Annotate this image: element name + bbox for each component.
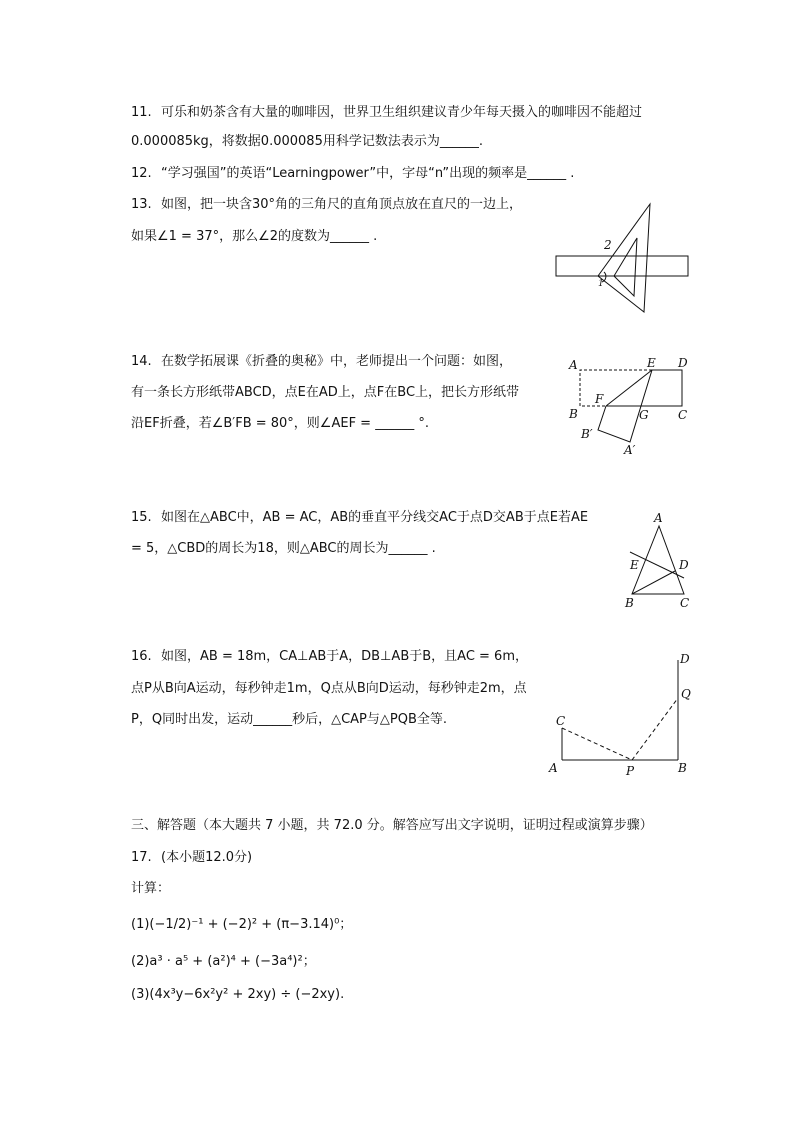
q12-line — [131, 165, 574, 183]
q16-figure — [544, 648, 696, 780]
q14-label-G: G — [639, 408, 649, 422]
q16-line2 — [131, 680, 527, 698]
q15-text-2: = 5，△CBD的周长为18，则△ABC的周长为______ . — [131, 541, 436, 556]
q15-label-E: E — [630, 558, 639, 572]
section3-heading-text: 三、解答题（本大题共 7 小题，共 72.0 分。解答应写出文字说明，证明过程或演算步骤） — [131, 818, 653, 833]
q15-label-C: C — [680, 596, 690, 610]
q16-label-B: B — [678, 761, 687, 775]
q17-item-3 — [131, 986, 344, 1004]
q13-text-2: 如果∠1 = 37°，那么∠2的度数为______ . — [131, 229, 378, 244]
q16-text-2: 点P从B向A运动，每秒钟走1m，Q点从B向D运动，每秒钟走2m，点 — [131, 681, 527, 696]
q17-item-1 — [131, 916, 352, 934]
q13-figure — [552, 198, 692, 318]
q17-item-2-text: (2)a³ · a⁵ + (a²)⁴ + (−3a⁴)²； — [131, 954, 316, 969]
q16-label-Q: Q — [681, 687, 691, 701]
q11-text-1: 可乐和奶茶含有大量的咖啡因，世界卫生组织建议青少年每天摄入的咖啡因不能超过 — [161, 105, 643, 120]
q15-text-1: 如图在△ABC中，AB = AC，AB的垂直平分线交AC于点D交AB于点E若AE — [161, 510, 589, 525]
q16-number: 16. — [131, 649, 152, 664]
q14-figure — [564, 354, 700, 464]
q16-line1 — [131, 648, 528, 666]
q14-text-2: 有一条长方形纸带ABCD，点E在AD上，点F在BC上，把长方形纸带 — [131, 385, 520, 400]
q16-line3 — [131, 711, 447, 729]
q16-label-D: D — [680, 652, 690, 666]
q13-line1 — [131, 196, 522, 214]
q15-number: 15. — [131, 510, 152, 525]
q14-label-B: B — [569, 407, 578, 421]
q12-number: 12. — [131, 166, 152, 181]
q16-label-A: A — [549, 761, 558, 775]
q15-label-D: D — [679, 558, 689, 572]
q13-label-2: 2 — [604, 238, 612, 252]
q14-label-D: D — [678, 356, 688, 370]
q14-number: 14. — [131, 354, 152, 369]
q11-text-2: 0.000085kg，将数据0.000085用科学记数法表示为______. — [131, 134, 483, 149]
q15-line1 — [131, 509, 588, 527]
q14-label-A: A — [569, 358, 578, 372]
q14-label-E: E — [647, 356, 656, 370]
q11-line2 — [131, 133, 483, 151]
q16-text-1: 如图，AB = 18m，CA⊥AB于A，DB⊥AB于B，且AC = 6m， — [161, 649, 528, 664]
q14-label-F: F — [595, 392, 604, 406]
q14-label-A-prime: A′ — [624, 443, 636, 457]
q15-label-A: A — [654, 511, 663, 525]
q15-figure — [620, 508, 700, 612]
q17-item-3-text: (3)(4x³y−6x²y² + 2xy) ÷ (−2xy). — [131, 987, 345, 1002]
q13-label-1: 1 — [598, 279, 604, 289]
q14-line2 — [131, 384, 519, 402]
q14-line1 — [131, 353, 512, 371]
q17-number: 17. — [131, 850, 152, 865]
q17-title-line — [131, 849, 252, 867]
q14-text-1: 在数学拓展课《折叠的奥秘》中，老师提出一个问题：如图， — [161, 354, 513, 369]
q17-prompt: 计算： — [131, 881, 171, 896]
q13-number: 13. — [131, 197, 152, 212]
q16-label-C: C — [556, 714, 566, 728]
q16-text-3: P，Q同时出发，运动______秒后，△CAP与△PQB全等. — [131, 712, 447, 727]
q17-item-2 — [131, 953, 316, 971]
q14-label-C: C — [678, 408, 688, 422]
q16-label-P: P — [626, 764, 635, 778]
q17-prompt-line — [131, 880, 170, 898]
q13-line2 — [131, 228, 377, 246]
q15-line2 — [131, 540, 436, 558]
q15-label-B: B — [625, 596, 634, 610]
q12-text: “学习强国”的英语“Learningpower”中，字母“n”出现的频率是______ . — [161, 166, 575, 181]
section3-heading — [131, 817, 653, 835]
q11-line1 — [131, 104, 642, 122]
q17-title: (本小题12.0分) — [161, 850, 253, 865]
q17-item-1-text: (1)(−1/2)⁻¹ + (−2)² + (π−3.14)⁰； — [131, 917, 353, 932]
q14-line3 — [131, 415, 429, 433]
q11-number: 11. — [131, 105, 152, 120]
q14-label-B-prime: B′ — [581, 427, 593, 441]
q13-text-1: 如图，把一块含30°角的三角尺的直角顶点放在直尺的一边上， — [161, 197, 523, 212]
q14-text-3: 沿EF折叠，若∠B′FB = 80°，则∠AEF = ______ °. — [131, 416, 429, 431]
